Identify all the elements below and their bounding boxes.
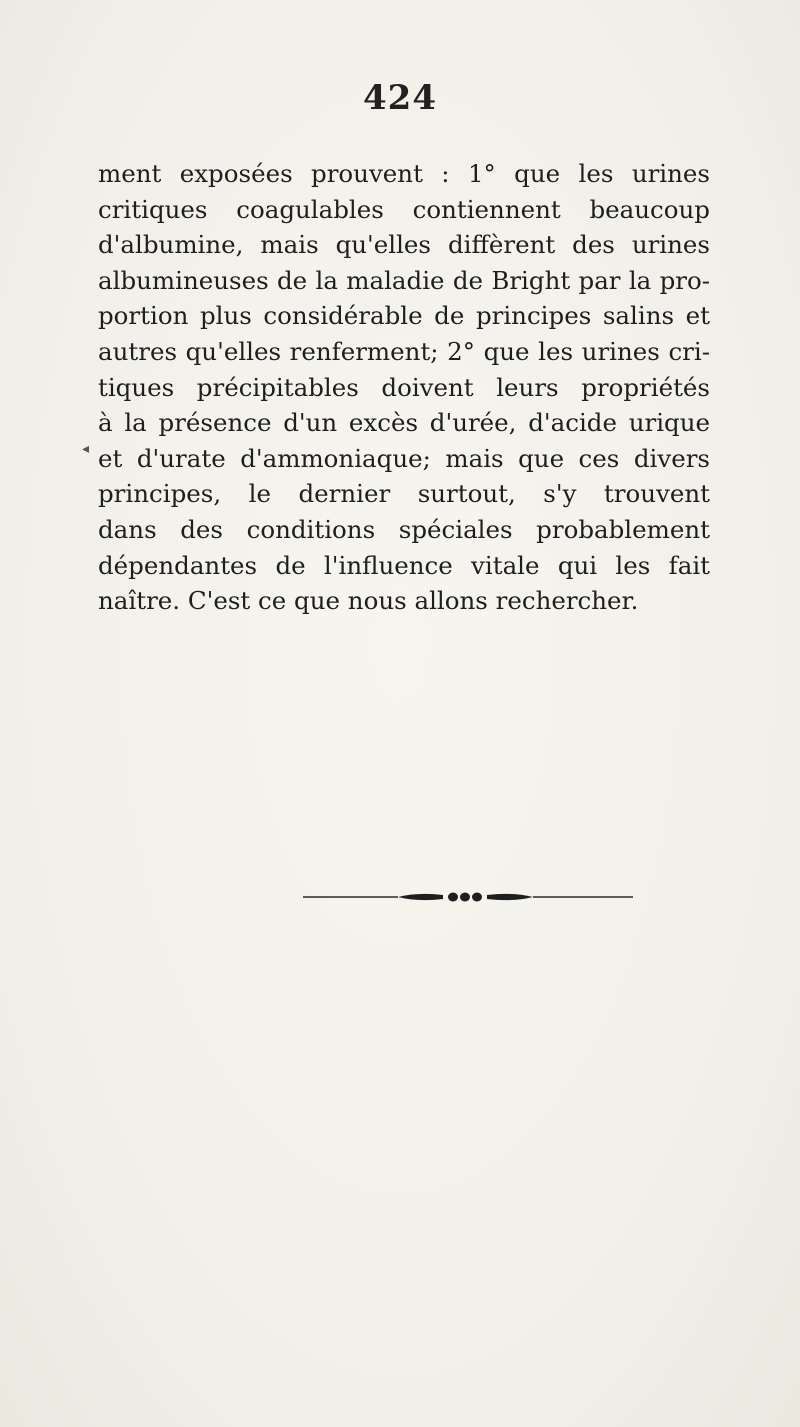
text-line: dépendantes de l'influence vitale qui les fait [98, 550, 710, 580]
ornament-bead [460, 893, 470, 902]
text-line: et d'urate d'ammoniaque; mais que ces divers [98, 443, 710, 473]
text-line: dans des conditions spéciales probablement [98, 514, 710, 544]
text-line: albumineuses de la maladie de Bright par la pro- [98, 265, 710, 295]
text-line: autres qu'elles renferment; 2° que les urines cri- [98, 336, 710, 366]
ornament-right-swell [487, 894, 533, 900]
text-line: d'albumine, mais qu'elles diffèrent des urines [98, 230, 710, 260]
ornament-left-swell [398, 894, 443, 900]
text-line: portion plus considérable de principes salins et [98, 301, 710, 331]
ornament-bead [472, 893, 482, 902]
body-paragraph [98, 156, 710, 619]
text-line: critiques coagulables contiennent beaucoup [98, 194, 710, 224]
ornament-divider [303, 890, 633, 904]
text-line: principes, le dernier surtout, s'y trouvent [98, 479, 710, 509]
ornament-bead [448, 893, 458, 902]
text-line: naître. C'est ce que nous allons rechercher. [98, 586, 639, 616]
page-number: 424 [363, 78, 437, 118]
text-line: tiques précipitables doivent leurs propriétés [98, 372, 710, 402]
margin-mark-icon: ◂ [82, 441, 90, 457]
text-line: ment exposées prouvent : 1° que les urines [98, 159, 710, 188]
text-line: à la présence d'un excès d'urée, d'acide urique [98, 408, 710, 438]
